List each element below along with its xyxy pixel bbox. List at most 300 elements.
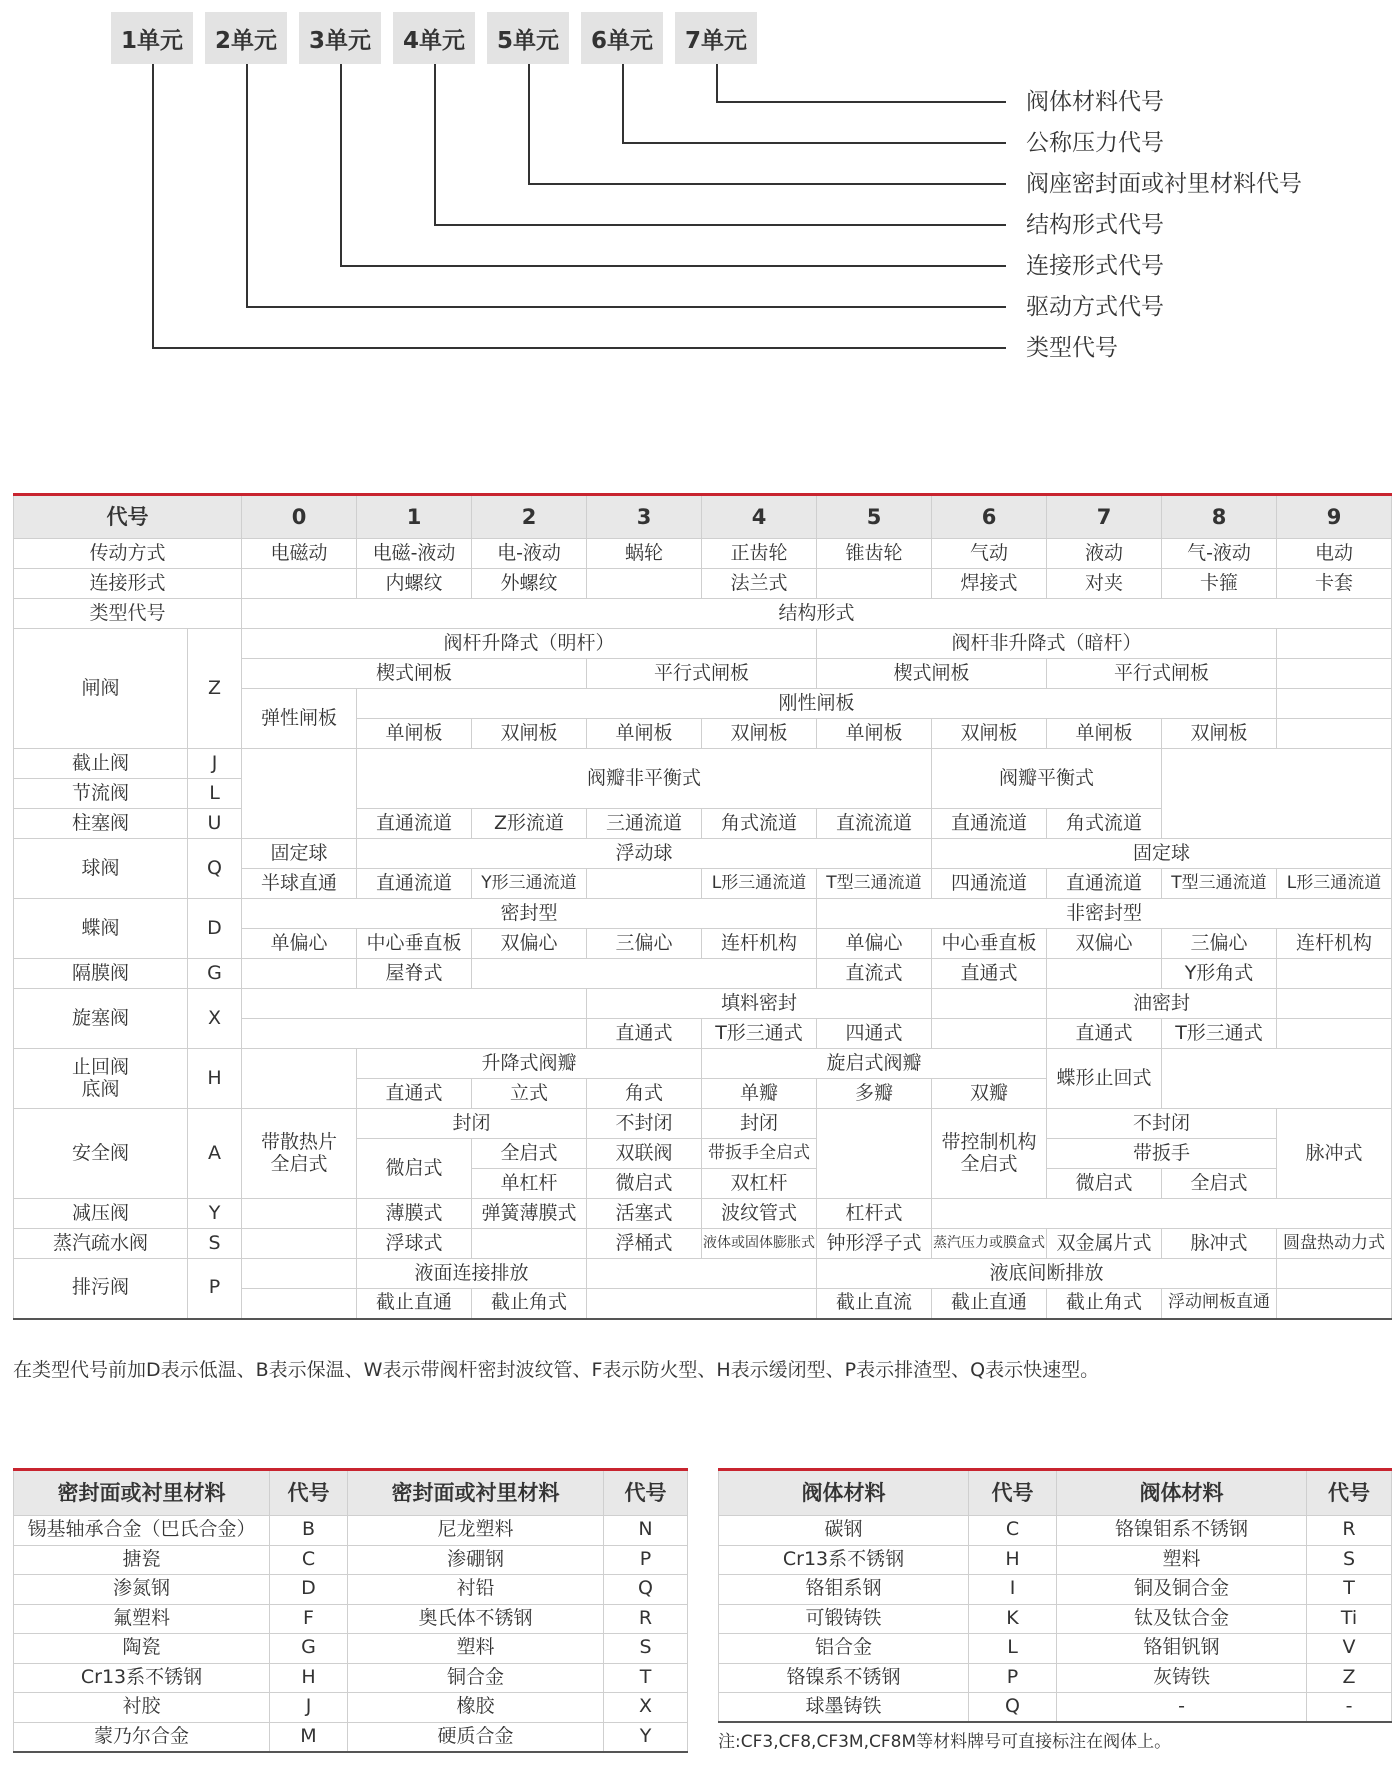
table-cell bbox=[1277, 1019, 1392, 1049]
table-row bbox=[719, 1604, 1392, 1634]
table-cell bbox=[1277, 959, 1392, 989]
header-digit: 5 bbox=[817, 495, 932, 539]
valve-name-throttle: 节流阀 bbox=[14, 779, 188, 809]
table-cell: 带控制机构全启式 bbox=[932, 1109, 1047, 1199]
table-cell: 旋启式阀瓣 bbox=[702, 1049, 1047, 1079]
table-cell: 双闸板 bbox=[932, 719, 1047, 749]
table-cell: H bbox=[969, 1545, 1057, 1575]
table-cell: 楔式闸板 bbox=[242, 659, 587, 689]
structure-form-label: 结构形式 bbox=[242, 599, 1392, 629]
table-cell: Cr13系不锈钢 bbox=[719, 1545, 969, 1575]
valve-code-plunger: U bbox=[188, 809, 242, 839]
table-cell: 非密封型 bbox=[817, 899, 1392, 929]
row-label-drive: 传动方式 bbox=[14, 539, 242, 569]
table-cell bbox=[242, 1259, 357, 1289]
leader-line bbox=[716, 101, 1006, 103]
table-cell bbox=[1277, 1259, 1392, 1289]
body-material-table bbox=[718, 1468, 1392, 1723]
leader-label-connection: 连接形式代号 bbox=[1026, 253, 1164, 279]
table-cell: 正齿轮 bbox=[702, 539, 817, 569]
unit-schematic bbox=[0, 0, 1396, 380]
table-cell bbox=[472, 1229, 587, 1259]
table-cell: 截止直流 bbox=[817, 1289, 932, 1319]
leader-line bbox=[622, 64, 624, 143]
table-cell: 截止直通 bbox=[357, 1289, 472, 1319]
table-row bbox=[719, 1663, 1392, 1693]
table-cell bbox=[1277, 689, 1392, 719]
valve-name-blowdown: 排污阀 bbox=[14, 1259, 188, 1319]
header-digit: 1 bbox=[357, 495, 472, 539]
table-cell bbox=[242, 1019, 587, 1049]
table-row bbox=[14, 839, 1392, 869]
table-cell: 单瓣 bbox=[702, 1079, 817, 1109]
table-row bbox=[14, 1199, 1392, 1229]
table-cell bbox=[1277, 659, 1392, 689]
table-cell: 角式流道 bbox=[702, 809, 817, 839]
table-cell: 波纹管式 bbox=[702, 1199, 817, 1229]
unit-1-box: 1单元 bbox=[111, 12, 193, 64]
table-cell: 三偏心 bbox=[587, 929, 702, 959]
table-row bbox=[14, 959, 1392, 989]
table-cell: C bbox=[969, 1516, 1057, 1546]
table-cell: 封闭 bbox=[357, 1109, 587, 1139]
table-cell: 直流流道 bbox=[817, 809, 932, 839]
leader-label-seal-material: 阀座密封面或衬里材料代号 bbox=[1026, 171, 1302, 197]
table-cell: 密封型 bbox=[242, 899, 817, 929]
valve-name-check bbox=[14, 1049, 188, 1109]
table-cell: B bbox=[270, 1516, 348, 1546]
unit-4-box: 4单元 bbox=[393, 12, 475, 64]
unit-6-box: 6单元 bbox=[581, 12, 663, 64]
leader-line bbox=[434, 224, 1006, 226]
leader-line bbox=[340, 64, 342, 266]
table-cell bbox=[1277, 629, 1392, 659]
table-cell: R bbox=[604, 1604, 688, 1634]
leader-label-body-material: 阀体材料代号 bbox=[1026, 89, 1164, 115]
table-row bbox=[14, 1259, 1392, 1289]
table-cell: 气动 bbox=[932, 539, 1047, 569]
table-row bbox=[14, 989, 1392, 1019]
header-code: 代号 bbox=[14, 495, 242, 539]
leader-line bbox=[434, 64, 436, 225]
table-cell: 直通式 bbox=[1047, 1019, 1162, 1049]
table-cell: 直通流道 bbox=[357, 809, 472, 839]
table-cell: 带扳手全启式 bbox=[702, 1139, 817, 1169]
table-row bbox=[14, 899, 1392, 929]
table-cell: 电磁动 bbox=[242, 539, 357, 569]
table-row bbox=[14, 539, 1392, 569]
table-cell: - bbox=[1307, 1693, 1392, 1723]
leader-line bbox=[152, 347, 1006, 349]
table-cell: 尼龙塑料 bbox=[348, 1516, 604, 1546]
table-cell: 直通流道 bbox=[1047, 869, 1162, 899]
table-cell bbox=[1162, 749, 1392, 839]
table-cell: 法兰式 bbox=[702, 569, 817, 599]
column-header: 代号 bbox=[1307, 1470, 1392, 1516]
table-cell bbox=[932, 1019, 1047, 1049]
table-cell: 三偏心 bbox=[1162, 929, 1277, 959]
table-cell: 单闸板 bbox=[587, 719, 702, 749]
table-cell: 双闸板 bbox=[702, 719, 817, 749]
table-row bbox=[14, 629, 1392, 659]
table-row bbox=[14, 1049, 1392, 1079]
table-cell: 碳钢 bbox=[719, 1516, 969, 1546]
table-cell: 单偏心 bbox=[242, 929, 357, 959]
table-cell: Z bbox=[1307, 1663, 1392, 1693]
table-cell: 中心垂直板 bbox=[357, 929, 472, 959]
table-cell: T型三通流道 bbox=[1162, 869, 1277, 899]
table-cell: 液体或固体膨胀式 bbox=[702, 1229, 817, 1259]
table-cell: 带扳手 bbox=[1047, 1139, 1277, 1169]
table-row bbox=[14, 1229, 1392, 1259]
table-cell: 搪瓷 bbox=[14, 1545, 270, 1575]
table-cell: Ti bbox=[1307, 1604, 1392, 1634]
table-cell: 角式流道 bbox=[1047, 809, 1162, 839]
table-cell: 半球直通 bbox=[242, 869, 357, 899]
table-cell: D bbox=[270, 1575, 348, 1605]
table-cell: H bbox=[270, 1663, 348, 1693]
column-header: 阀体材料 bbox=[1057, 1470, 1307, 1516]
valve-name-steam-trap: 蒸汽疏水阀 bbox=[14, 1229, 188, 1259]
table-cell: 双金属片式 bbox=[1047, 1229, 1162, 1259]
table-cell bbox=[242, 749, 357, 839]
table-header-row bbox=[14, 1470, 688, 1516]
table-cell: 衬胶 bbox=[14, 1693, 270, 1723]
table-cell: M bbox=[270, 1722, 348, 1752]
table-row bbox=[14, 1545, 688, 1575]
table-cell: 平行式闸板 bbox=[1047, 659, 1277, 689]
table-cell: 楔式闸板 bbox=[817, 659, 1047, 689]
valve-name-safety: 安全阀 bbox=[14, 1109, 188, 1199]
leader-line bbox=[716, 64, 718, 102]
table-cell: I bbox=[969, 1575, 1057, 1605]
table-cell: 单偏心 bbox=[817, 929, 932, 959]
table-cell: 灰铸铁 bbox=[1057, 1663, 1307, 1693]
table-cell: 卡箍 bbox=[1162, 569, 1277, 599]
table-cell: 截止角式 bbox=[1047, 1289, 1162, 1319]
table-row bbox=[14, 1604, 688, 1634]
table-cell: 浮动闸板直通 bbox=[1162, 1289, 1277, 1319]
column-header: 代号 bbox=[969, 1470, 1057, 1516]
header-digit: 7 bbox=[1047, 495, 1162, 539]
table-cell: 弹簧薄膜式 bbox=[472, 1199, 587, 1229]
valve-code-check: H bbox=[188, 1049, 242, 1109]
table-cell bbox=[587, 869, 702, 899]
seal-material-table bbox=[13, 1468, 688, 1753]
table-cell: 活塞式 bbox=[587, 1199, 702, 1229]
valve-name-plunger: 柱塞阀 bbox=[14, 809, 188, 839]
valve-code-plug: X bbox=[188, 989, 242, 1049]
table-cell: 蒙乃尔合金 bbox=[14, 1722, 270, 1752]
table-cell: 液面连接排放 bbox=[357, 1259, 587, 1289]
table-cell: 铜及铜合金 bbox=[1057, 1575, 1307, 1605]
table-cell bbox=[242, 1199, 357, 1229]
table-cell: N bbox=[604, 1516, 688, 1546]
table-cell: 四通流道 bbox=[932, 869, 1047, 899]
table-cell: 陶瓷 bbox=[14, 1634, 270, 1664]
table-cell: 浮桶式 bbox=[587, 1229, 702, 1259]
table-cell: 全启式 bbox=[472, 1139, 587, 1169]
table-cell bbox=[242, 1049, 357, 1109]
table-cell: S bbox=[1307, 1545, 1392, 1575]
row-label-type: 类型代号 bbox=[14, 599, 242, 629]
table-cell: Q bbox=[969, 1693, 1057, 1723]
structure-table bbox=[13, 493, 1392, 1320]
table-cell: 锡基轴承合金（巴氏合金） bbox=[14, 1516, 270, 1546]
table-cell: 连杆机构 bbox=[1277, 929, 1392, 959]
leader-label-drive: 驱动方式代号 bbox=[1026, 294, 1164, 320]
header-digit: 0 bbox=[242, 495, 357, 539]
table-header-row bbox=[719, 1470, 1392, 1516]
table-row bbox=[14, 599, 1392, 629]
unit-3-box: 3单元 bbox=[299, 12, 381, 64]
table-cell bbox=[587, 1259, 817, 1289]
header-digit: 2 bbox=[472, 495, 587, 539]
table-cell bbox=[587, 1289, 817, 1319]
table-row bbox=[719, 1634, 1392, 1664]
valve-name-gate: 闸阀 bbox=[14, 629, 188, 749]
table-cell: 油密封 bbox=[1047, 989, 1277, 1019]
table-cell bbox=[817, 1109, 932, 1199]
leader-line bbox=[528, 183, 1006, 185]
table-cell: L bbox=[969, 1634, 1057, 1664]
table-cell: 铝合金 bbox=[719, 1634, 969, 1664]
leader-line bbox=[622, 142, 1006, 144]
valve-code-safety: A bbox=[188, 1109, 242, 1199]
table-row bbox=[14, 1575, 688, 1605]
table-cell: 立式 bbox=[472, 1079, 587, 1109]
table-cell bbox=[1277, 719, 1392, 749]
table-cell: 阀杆非升降式（暗杆） bbox=[817, 629, 1277, 659]
column-header: 阀体材料 bbox=[719, 1470, 969, 1516]
table-row bbox=[14, 1109, 1392, 1139]
table-cell: 双闸板 bbox=[472, 719, 587, 749]
table-cell: 平行式闸板 bbox=[587, 659, 817, 689]
table-cell: 电动 bbox=[1277, 539, 1392, 569]
table-cell: C bbox=[270, 1545, 348, 1575]
valve-name-check-line2: 底阀 bbox=[81, 1077, 120, 1100]
leader-label-type: 类型代号 bbox=[1026, 335, 1118, 361]
table-cell: 三通流道 bbox=[587, 809, 702, 839]
row-label-connection: 连接形式 bbox=[14, 569, 242, 599]
table-row bbox=[14, 1516, 688, 1546]
table-cell: 直流式 bbox=[817, 959, 932, 989]
column-header: 代号 bbox=[270, 1470, 348, 1516]
table-cell: G bbox=[270, 1634, 348, 1664]
table-cell: 橡胶 bbox=[348, 1693, 604, 1723]
table-cell: Cr13系不锈钢 bbox=[14, 1663, 270, 1693]
column-header: 密封面或衬里材料 bbox=[348, 1470, 604, 1516]
valve-code-butterfly: D bbox=[188, 899, 242, 959]
table-cell: 角式 bbox=[587, 1079, 702, 1109]
table-cell: L形三通流道 bbox=[702, 869, 817, 899]
table-cell: 内螺纹 bbox=[357, 569, 472, 599]
table-cell: 单闸板 bbox=[1047, 719, 1162, 749]
table-row bbox=[14, 569, 1392, 599]
table-cell: 填料密封 bbox=[587, 989, 932, 1019]
table-cell: 铬镍系不锈钢 bbox=[719, 1663, 969, 1693]
table-cell: 双闸板 bbox=[1162, 719, 1277, 749]
table-cell: 直通式 bbox=[357, 1079, 472, 1109]
header-digit: 6 bbox=[932, 495, 1047, 539]
table-cell: 脉冲式 bbox=[1162, 1229, 1277, 1259]
table-cell: 阀瓣非平衡式 bbox=[357, 749, 932, 809]
valve-code-ball: Q bbox=[188, 839, 242, 899]
table-cell: 可锻铸铁 bbox=[719, 1604, 969, 1634]
table-cell: 截止直通 bbox=[932, 1289, 1047, 1319]
valve-code-steam-trap: S bbox=[188, 1229, 242, 1259]
leader-line bbox=[246, 64, 248, 307]
table-cell: 带散热片全启式 bbox=[242, 1109, 357, 1199]
table-row bbox=[14, 1634, 688, 1664]
valve-name-globe: 截止阀 bbox=[14, 749, 188, 779]
table-cell: F bbox=[270, 1604, 348, 1634]
table-cell bbox=[1047, 959, 1162, 989]
table-cell bbox=[242, 1229, 357, 1259]
table-cell: 杠杆式 bbox=[817, 1199, 932, 1229]
valve-code-reducing: Y bbox=[188, 1199, 242, 1229]
table-cell: 截止角式 bbox=[472, 1289, 587, 1319]
header-digit: 4 bbox=[702, 495, 817, 539]
table-cell: 直通式 bbox=[587, 1019, 702, 1049]
valve-name-check-line1: 止回阀 bbox=[71, 1055, 129, 1078]
table-cell: Q bbox=[604, 1575, 688, 1605]
table-cell: - bbox=[1057, 1693, 1307, 1723]
table-cell: 微启式 bbox=[1047, 1169, 1162, 1199]
table-cell bbox=[242, 1289, 357, 1319]
table-cell: 对夹 bbox=[1047, 569, 1162, 599]
leader-label-pressure: 公称压力代号 bbox=[1026, 130, 1164, 156]
header-digit: 9 bbox=[1277, 495, 1392, 539]
table-cell bbox=[1277, 1289, 1392, 1319]
valve-name-plug: 旋塞阀 bbox=[14, 989, 188, 1049]
table-cell: 衬铅 bbox=[348, 1575, 604, 1605]
table-cell: 不封闭 bbox=[587, 1109, 702, 1139]
leader-line bbox=[246, 306, 1006, 308]
table-row bbox=[719, 1693, 1392, 1723]
table-cell: 塑料 bbox=[1057, 1545, 1307, 1575]
table-cell: 阀瓣平衡式 bbox=[932, 749, 1162, 809]
table-row bbox=[14, 1693, 688, 1723]
valve-code-diaphragm: G bbox=[188, 959, 242, 989]
table-cell bbox=[242, 959, 357, 989]
table-cell: T形三通式 bbox=[702, 1019, 817, 1049]
table-cell: 四通式 bbox=[817, 1019, 932, 1049]
valve-code-gate: Z bbox=[188, 629, 242, 749]
unit-5-box: 5单元 bbox=[487, 12, 569, 64]
table-cell: L形三通流道 bbox=[1277, 869, 1392, 899]
table-row bbox=[719, 1545, 1392, 1575]
table-cell bbox=[817, 569, 932, 599]
table-cell: P bbox=[604, 1545, 688, 1575]
table-cell: 脉冲式 bbox=[1277, 1109, 1392, 1199]
table-cell: 蝶形止回式 bbox=[1047, 1049, 1162, 1109]
table-cell: 双瓣 bbox=[932, 1079, 1047, 1109]
table-cell: 钟形浮子式 bbox=[817, 1229, 932, 1259]
table-cell: 浮球式 bbox=[357, 1229, 472, 1259]
table-cell: 电磁-液动 bbox=[357, 539, 472, 569]
table-cell: 固定球 bbox=[932, 839, 1392, 869]
table-cell: 双偏心 bbox=[472, 929, 587, 959]
table-cell bbox=[472, 959, 817, 989]
table-cell: Y形角式 bbox=[1162, 959, 1277, 989]
type-prefix-note: 在类型代号前加D表示低温、B表示保温、W表示带阀杆密封波纹管、F表示防火型、H表示缓闭型、P表示排渣型、Q表示快速型。 bbox=[13, 1359, 1100, 1381]
table-cell: 渗硼钢 bbox=[348, 1545, 604, 1575]
table-cell bbox=[932, 989, 1047, 1019]
table-cell: 卡套 bbox=[1277, 569, 1392, 599]
table-cell: 液底间断排放 bbox=[817, 1259, 1277, 1289]
table-cell: 阀杆升降式（明杆） bbox=[242, 629, 817, 659]
table-cell: Y形三通流道 bbox=[472, 869, 587, 899]
table-cell: 刚性闸板 bbox=[357, 689, 1277, 719]
table-cell: 中心垂直板 bbox=[932, 929, 1047, 959]
table-cell: 铬钼系钢 bbox=[719, 1575, 969, 1605]
leader-line bbox=[152, 64, 154, 348]
table-cell: S bbox=[604, 1634, 688, 1664]
table-cell: 固定球 bbox=[242, 839, 357, 869]
leader-line bbox=[528, 64, 530, 184]
table-cell: 气-液动 bbox=[1162, 539, 1277, 569]
table-cell: 单杠杆 bbox=[472, 1169, 587, 1199]
table-cell: 塑料 bbox=[348, 1634, 604, 1664]
valve-code-blowdown: P bbox=[188, 1259, 242, 1319]
table-cell: T bbox=[1307, 1575, 1392, 1605]
table-cell: 蒸汽压力或膜盒式 bbox=[932, 1229, 1047, 1259]
table-cell bbox=[1277, 989, 1392, 1019]
table-cell: 屋脊式 bbox=[357, 959, 472, 989]
table-cell: 多瓣 bbox=[817, 1079, 932, 1109]
table-header-row bbox=[14, 495, 1392, 539]
table-cell: 外螺纹 bbox=[472, 569, 587, 599]
unit-7-box: 7单元 bbox=[675, 12, 757, 64]
table-cell: T型三通流道 bbox=[817, 869, 932, 899]
table-cell bbox=[932, 1199, 1392, 1229]
table-cell: 铬钼钒钢 bbox=[1057, 1634, 1307, 1664]
valve-code-throttle: L bbox=[188, 779, 242, 809]
table-cell: Z形流道 bbox=[472, 809, 587, 839]
table-cell: 蜗轮 bbox=[587, 539, 702, 569]
table-cell: 焊接式 bbox=[932, 569, 1047, 599]
table-cell: 电-液动 bbox=[472, 539, 587, 569]
table-row bbox=[14, 1663, 688, 1693]
table-cell: 升降式阀瓣 bbox=[357, 1049, 702, 1079]
leader-label-structure: 结构形式代号 bbox=[1026, 212, 1164, 238]
table-cell: 直通流道 bbox=[357, 869, 472, 899]
table-cell: 液动 bbox=[1047, 539, 1162, 569]
table-cell: Y bbox=[604, 1722, 688, 1752]
table-row bbox=[719, 1575, 1392, 1605]
table-cell: 奥氏体不锈钢 bbox=[348, 1604, 604, 1634]
table-cell: 微启式 bbox=[357, 1139, 472, 1199]
table-row bbox=[719, 1516, 1392, 1546]
table-cell: 浮动球 bbox=[357, 839, 932, 869]
table-cell: T bbox=[604, 1663, 688, 1693]
body-material-note: 注:CF3,CF8,CF3M,CF8M等材料牌号可直接标注在阀体上。 bbox=[718, 1732, 1172, 1752]
table-cell: 封闭 bbox=[702, 1109, 817, 1139]
table-cell: 双杠杆 bbox=[702, 1169, 817, 1199]
valve-name-ball: 球阀 bbox=[14, 839, 188, 899]
valve-name-butterfly: 蝶阀 bbox=[14, 899, 188, 959]
table-cell: R bbox=[1307, 1516, 1392, 1546]
column-header: 密封面或衬里材料 bbox=[14, 1470, 270, 1516]
table-cell bbox=[242, 989, 587, 1019]
table-cell: 直通式 bbox=[932, 959, 1047, 989]
table-cell: 锥齿轮 bbox=[817, 539, 932, 569]
table-cell: 钛及钛合金 bbox=[1057, 1604, 1307, 1634]
valve-name-diaphragm: 隔膜阀 bbox=[14, 959, 188, 989]
table-cell: P bbox=[969, 1663, 1057, 1693]
header-digit: 3 bbox=[587, 495, 702, 539]
